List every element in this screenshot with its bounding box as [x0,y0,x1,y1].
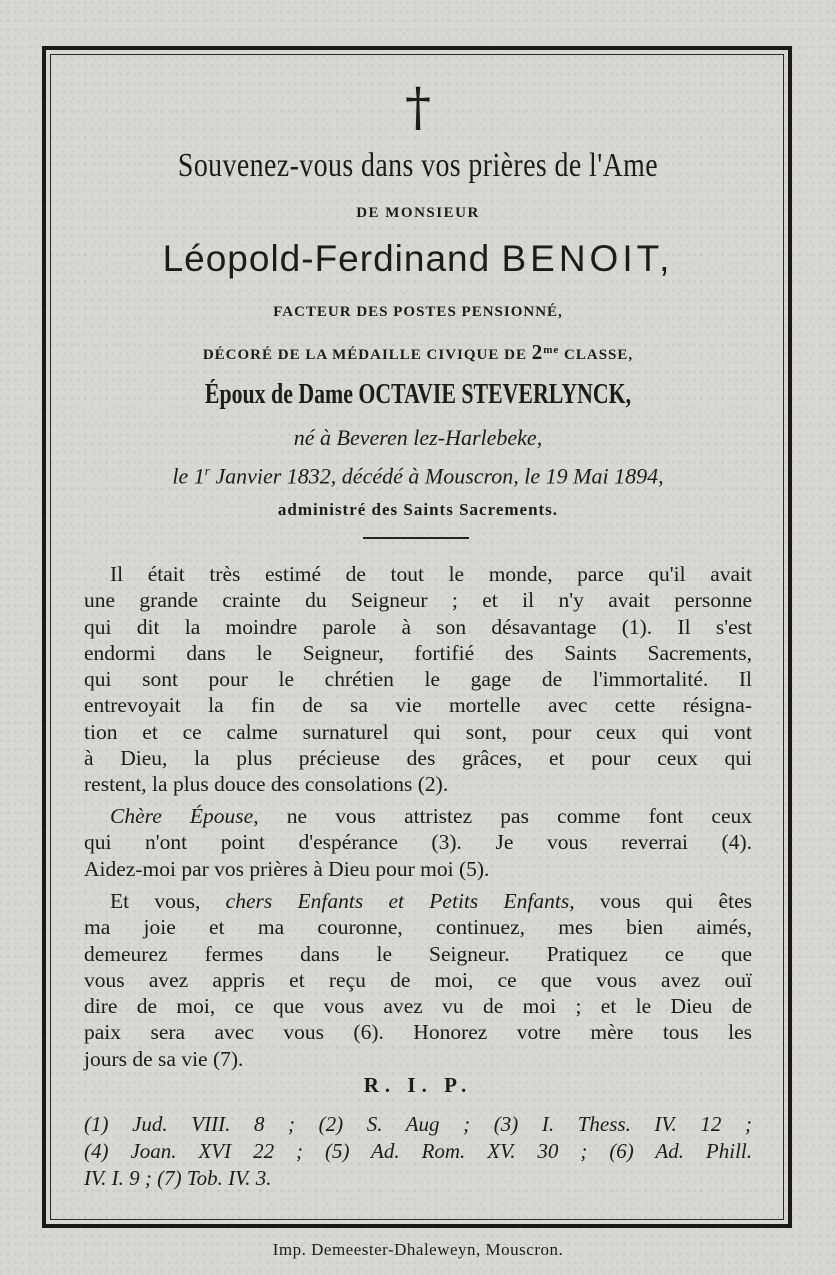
sacraments: administré des Saints Sacrements. [277,500,559,519]
text-line [84,888,752,914]
first-names: Léopold-Ferdinand [162,238,491,279]
decoration-superscript: me [543,344,560,356]
text-line: ma joie et ma couronne, continuez, mes bien aimés, [84,915,752,940]
text-line: à Dieu, la plus précieuse des grâces, et pour ceux qui [84,746,752,771]
italic-phrase: chers Enfants et Petits Enfants, [225,889,575,913]
text-line: une grande crainte du Seigneur ; et il n'y avait personne [84,588,752,613]
paragraph-2 [84,803,752,882]
dates-a: le 1 [172,463,205,489]
profession: FACTEUR DES POSTES PENSIONNÉ, [273,304,563,320]
reference-line: (4) Joan. XVI 22 ; (5) Ad. Rom. XV. 30 ; (6) Ad. Phill. [84,1139,752,1163]
text-line: Aidez-moi par vos prières à Dieu pour moi (5). [84,856,490,881]
text-line: vous avez appris et reçu de moi, ce que vous avez ouï [84,967,752,992]
spouse: Époux de Dame OCTAVIE STEVERLYNCK, [204,379,632,410]
italic-phrase: Chère Épouse, [110,804,259,828]
text-run: ne vous attristez pas comme font ceux [258,804,752,828]
text-line: Il était très estimé de tout le monde, parce qu'il avait [110,562,752,586]
text-line: qui n'ont point d'espérance (3). Je vous reverrai (4). [84,830,752,855]
paragraph-3 [84,888,752,1072]
surname: BENOIT, [501,238,674,279]
text-line: paix sera avec vous (6). Honorez votre mère tous les [84,1020,752,1045]
text-run: Et vous, [110,889,226,913]
text-line: tion et ce calme surnaturel qui sont, pour ceux qui vont [84,719,752,744]
text-line: jours de sa vie (7). [84,1046,244,1071]
dates-superscript: r [204,463,210,478]
text-line: dire de moi, ce que vous avez vu de moi ; et le Dieu de [84,994,752,1019]
reference-line: IV. I. 9 ; (7) Tob. IV. 3. [84,1166,272,1190]
text-line [84,803,752,829]
cross-icon: † [405,78,431,138]
de-monsieur: DE MONSIEUR [356,205,480,221]
text-line: endormi dans le Seigneur, fortifié des Saints Sacrements, [84,640,752,665]
rip: R. I. P. [363,1073,473,1097]
divider [363,537,469,539]
decoration [0,338,836,367]
decoration-text-a: DÉCORÉ DE LA MÉDAILLE CIVIQUE DE [202,347,527,363]
reference-line: (1) Jud. VIII. 8 ; (2) S. Aug ; (3) I. Thess. IV. 12 ; [84,1112,752,1136]
scripture-references [84,1111,752,1192]
dates [0,456,836,491]
heading: Souvenez-vous dans vos prières de l'Ame [177,147,659,184]
decoration-text-b: CLASSE, [564,347,634,363]
paragraph-1 [84,561,752,798]
birthplace: né à Beveren lez-Harlebeke, [293,425,543,450]
text-line: restent, la plus douce des consolations (2). [84,772,449,797]
deceased-name [0,236,836,282]
decoration-number: 2 [531,340,544,364]
text-line: qui sont pour le chrétien le gage de l'immortalité. Il [84,667,752,692]
text-line: qui dit la moindre parole à son désavantage (1). Il s'est [84,614,752,639]
text-line: entrevoyait la fin de sa vie mortelle avec cette résigna- [84,693,752,718]
printer-credit: Imp. Demeester-Dhaleweyn, Mouscron. [272,1240,564,1259]
text-run: vous qui êtes [574,889,752,913]
text-line: demeurez fermes dans le Seigneur. Pratiquez ce que [84,941,752,966]
dates-b: Janvier 1832, décédé à Mouscron, le 19 Mai 1894, [215,463,664,489]
